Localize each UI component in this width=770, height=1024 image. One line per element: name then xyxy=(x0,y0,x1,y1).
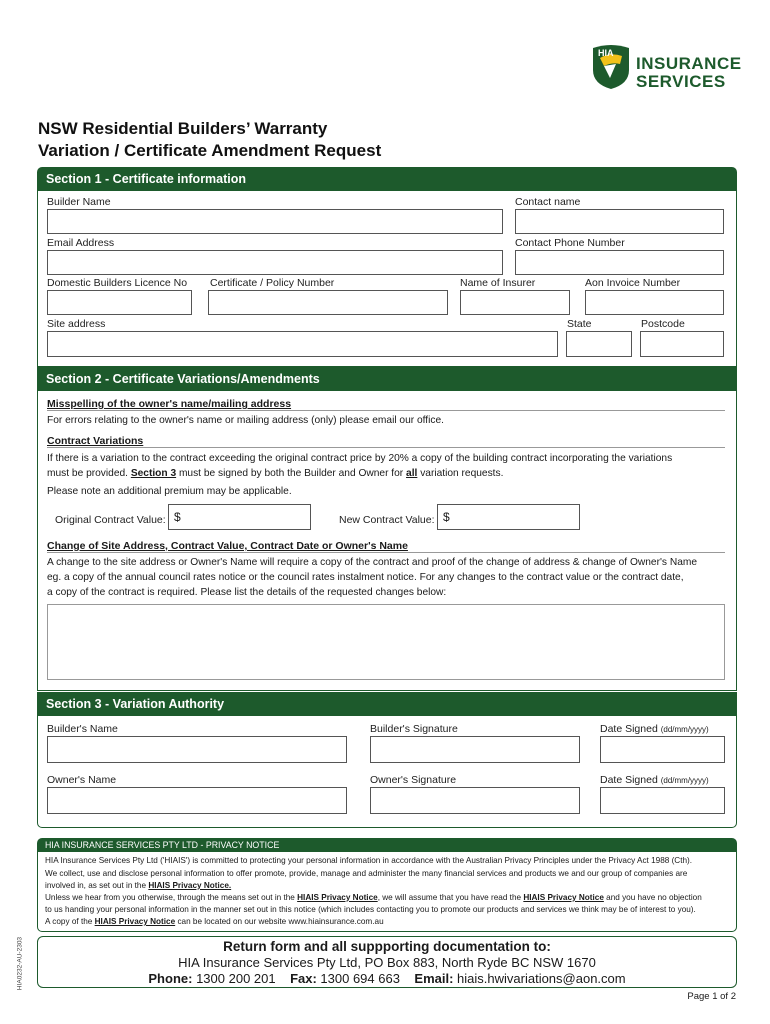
certificate-field[interactable] xyxy=(208,290,448,315)
contact-phone-field[interactable] xyxy=(515,250,724,275)
privacy-line5: to us handing your personal information in the manner set out in this notice (which includes contacting you to promote our products and services we think may be of interest to you). xyxy=(45,905,696,914)
logo-line2: SERVICES xyxy=(636,72,726,91)
change-text-line1: A change to the site address or Owner's Name will require a copy of the contract and proof of the change of address & change of Owner's Name xyxy=(47,557,698,568)
change-text-line3: a copy of the contract is required. Please list the details of the requested changes below: xyxy=(47,587,447,598)
changes-details-textarea[interactable] xyxy=(47,604,725,680)
return-contacts xyxy=(37,971,737,986)
form-code: HIA0232-AU-2303 xyxy=(16,936,24,991)
title-line1: NSW Residential Builders’ Warranty xyxy=(38,119,328,138)
contact-name-label: Contact name xyxy=(515,196,581,208)
owner-signature-field[interactable] xyxy=(370,787,580,814)
contract-text2a: must be provided. xyxy=(47,468,131,479)
original-value-label: Original Contract Value: xyxy=(55,514,166,526)
contract-text-line1: If there is a variation to the contract exceeding the original contract price by 20% a copy of the building contract incorporating the variations xyxy=(47,453,673,464)
state-field[interactable] xyxy=(566,331,632,357)
builder-date-label xyxy=(600,723,709,735)
fax-label: Fax: xyxy=(290,971,317,986)
privacy-line6a: A copy of the xyxy=(45,917,95,926)
page-title xyxy=(38,118,381,162)
builder-name-field[interactable] xyxy=(47,209,503,234)
licence-label: Domestic Builders Licence No xyxy=(47,277,188,289)
privacy-line1: HIA Insurance Services Pty Ltd ('HIAIS') is committed to protecting your personal information in accordance with the Australian Privacy Principles under the Privacy Act 1988 (Cth). xyxy=(45,856,693,865)
contract-text2c: must be signed by both the Builder and Owner for xyxy=(176,468,407,479)
privacy-line6 xyxy=(45,916,731,928)
postcode-field[interactable] xyxy=(640,331,724,357)
email-contact[interactable]: hiais.hwivariations@aon.com xyxy=(457,971,626,986)
aon-invoice-field[interactable] xyxy=(585,290,724,315)
misspelling-title: Misspelling of the owner's name/mailing address xyxy=(47,398,292,410)
logo-line1: INSURANCE xyxy=(636,54,742,73)
misspelling-rule xyxy=(47,410,725,411)
builder-name-sig-field[interactable] xyxy=(47,736,347,763)
insurer-label: Name of Insurer xyxy=(460,277,536,289)
phone-number: 1300 200 201 xyxy=(196,971,276,986)
contact-name-field[interactable] xyxy=(515,209,724,234)
builder-date-format: (dd/mm/yyyy) xyxy=(660,725,709,734)
certificate-label: Certificate / Policy Number xyxy=(210,277,335,289)
fax-number: 1300 694 663 xyxy=(320,971,400,986)
contract-text-line2 xyxy=(47,466,727,481)
contract-rule xyxy=(47,447,725,448)
privacy-notice-link[interactable]: HIAIS Privacy Notice. xyxy=(148,881,232,890)
change-text-line2: eg. a copy of the annual council rates notice or the council rates instalment notice. For any changes to the contract value or the contract date, xyxy=(47,572,684,583)
email-contact-label: Email: xyxy=(414,971,454,986)
privacy-notice-link-3[interactable]: HIAIS Privacy Notice xyxy=(523,893,604,902)
section3-ref: Section 3 xyxy=(130,468,177,479)
owner-name-label: Owner's Name xyxy=(47,774,117,786)
section1-heading: Section 1 - Certificate information xyxy=(37,167,737,191)
privacy-line3a: involved in, as set out in the xyxy=(45,881,149,890)
logo-brand: HIA xyxy=(598,48,614,58)
privacy-line6b: can be located on our website www.hiainsurance.com.au xyxy=(175,917,384,926)
postcode-label: Postcode xyxy=(641,318,685,330)
owner-name-field[interactable] xyxy=(47,787,347,814)
email-field[interactable] xyxy=(47,250,503,275)
privacy-line4 xyxy=(45,892,731,904)
builder-name-label: Builder Name xyxy=(47,196,111,208)
privacy-line4c: and you have no objection xyxy=(603,893,702,902)
privacy-line4a: Unless we hear from you otherwise, through the means set out in the xyxy=(45,893,298,902)
section3-heading: Section 3 - Variation Authority xyxy=(37,692,737,716)
email-label: Email Address xyxy=(47,237,115,249)
all-emphasis: all xyxy=(406,468,418,479)
change-rule xyxy=(47,552,725,553)
privacy-line3 xyxy=(45,880,731,892)
owner-date-text: Date Signed xyxy=(600,774,658,786)
contract-text2e: variation requests. xyxy=(417,468,504,479)
title-line2: Variation / Certificate Amendment Request xyxy=(38,141,382,160)
builder-signature-field[interactable] xyxy=(370,736,580,763)
return-title: Return form and all suppporting documentation to: xyxy=(223,939,551,954)
privacy-line2: We collect, use and disclose personal information to offer promote, provide, manage and administer the many financial services and products we and our group of companies are xyxy=(45,869,688,878)
builder-date-field[interactable] xyxy=(600,736,725,763)
aon-invoice-label: Aon Invoice Number xyxy=(585,277,681,289)
change-title: Change of Site Address, Contract Value, Contract Date or Owner's Name xyxy=(47,540,408,552)
builder-signature-label: Builder's Signature xyxy=(370,723,458,735)
privacy-heading: HIA INSURANCE SERVICES PTY LTD - PRIVACY NOTICE xyxy=(37,838,737,852)
return-address: HIA Insurance Services Pty Ltd, PO Box 883, North Ryde BC NSW 1670 xyxy=(178,955,596,970)
licence-field[interactable] xyxy=(47,290,192,315)
owner-date-field[interactable] xyxy=(600,787,725,814)
contact-phone-label: Contact Phone Number xyxy=(515,237,625,249)
contract-variations-title: Contract Variations xyxy=(47,435,144,447)
privacy-notice-link-4[interactable]: HIAIS Privacy Notice xyxy=(94,917,176,926)
section2-heading: Section 2 - Certificate Variations/Amendments xyxy=(37,367,737,391)
builder-date-text: Date Signed xyxy=(600,723,658,735)
new-value-label: New Contract Value: xyxy=(339,514,435,526)
privacy-line4b: , we will assume that you have read the xyxy=(377,893,524,902)
new-currency: $ xyxy=(443,510,450,524)
phone-label: Phone: xyxy=(148,971,193,986)
hia-logo xyxy=(590,42,740,90)
state-label: State xyxy=(567,318,592,330)
builder-name-sig-label: Builder's Name xyxy=(47,723,118,735)
owner-date-label xyxy=(600,774,709,786)
page-number: Page 1 of 2 xyxy=(687,991,736,1002)
site-address-field[interactable] xyxy=(47,331,558,357)
original-value-field[interactable] xyxy=(168,504,311,530)
privacy-notice-link-2[interactable]: HIAIS Privacy Notice xyxy=(297,893,378,902)
owner-signature-label: Owner's Signature xyxy=(370,774,457,786)
site-address-label: Site address xyxy=(47,318,106,330)
original-currency: $ xyxy=(174,510,181,524)
new-value-field[interactable] xyxy=(437,504,580,530)
owner-date-format: (dd/mm/yyyy) xyxy=(660,776,709,785)
premium-note: Please note an additional premium may be applicable. xyxy=(47,486,292,497)
misspelling-text: For errors relating to the owner's name or mailing address (only) please email our office. xyxy=(47,415,444,426)
insurer-field[interactable] xyxy=(460,290,570,315)
